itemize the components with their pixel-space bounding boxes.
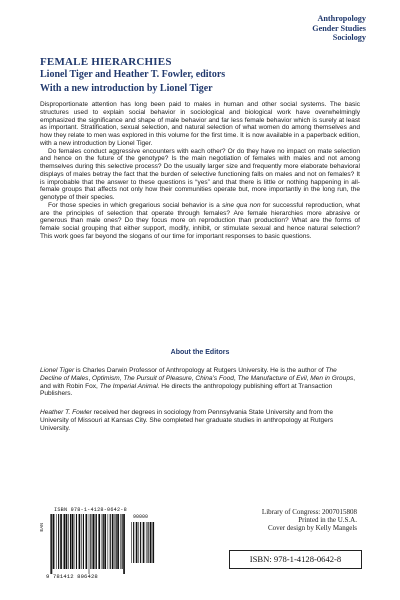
barcode <box>40 507 160 583</box>
text-run: , <box>88 374 93 382</box>
barcode-bar <box>123 514 125 574</box>
barcode-bar <box>96 514 97 569</box>
ean-barcode-bars <box>49 514 129 574</box>
barcode-bar <box>138 522 139 563</box>
description-paragraph: Do females conduct aggressive encounters with each other? Or do they have no impact on mate selection and hence on the future of the genotype? Is the main negotiation of females with males and not among themselves during this selective process? Do the usually larger size and frequently more elaborate behavioral displays of males betray the fact that the burden of selective functioning falls on males and not on females? It is improbable that the answer to these questions is “yes” and that there is little or nothing happening in all-female groups that affects not only how their communities operate but, more importantly in the long run, the genotype of their species. <box>40 147 360 201</box>
editor-name: Lionel Tiger <box>40 367 75 374</box>
text-run: , <box>306 374 311 382</box>
barcode-bar <box>86 514 88 569</box>
barcode-bar <box>120 514 121 569</box>
book-title-ref: Optimism <box>92 374 120 382</box>
barcode-bar <box>81 514 82 569</box>
barcode-bar <box>60 514 62 569</box>
introduction-credit: With a new introduction by Lionel Tiger <box>40 83 213 94</box>
subject-category: Anthropology <box>317 14 366 23</box>
barcode-bar <box>89 514 90 574</box>
text-run: , <box>191 374 196 382</box>
barcode-isbn-label: ISBN 978-1-4128-0642-8 <box>54 507 127 513</box>
barcode-bar <box>117 514 119 569</box>
barcode-bar <box>152 522 153 563</box>
subject-category: Sociology <box>332 33 366 43</box>
barcode-bar <box>58 514 59 569</box>
description-paragraph: Disproportionate attention has long been paid to males in human and other social systems. The basic structures used to explain social behavior in sociological and biological work have overwhelmingly emphasized the significance and shape of male behavior and far less female behavior which is surely at least as important. Stratification, sexual selection, and natural selection of what women do among themselves and how they relate to men was explored in this volume for the first time. It is now available in a paperback edition, with a new introduction by Lionel Tiger. <box>40 101 360 147</box>
description-blurb <box>40 101 360 241</box>
barcode-bar <box>64 514 65 569</box>
editor-bio-tiger <box>40 367 360 398</box>
addon-barcode-bars <box>130 522 158 568</box>
text-run: , <box>233 374 238 382</box>
printed-in: Printed in the U.S.A. <box>298 516 357 525</box>
barcode-bar <box>98 514 100 569</box>
text-run: received her degrees in sociology from Pennsylvania State University and from the University of Missouri at Kansas City. She completed her graduate studies in anthropology at Rutgers University. <box>40 409 334 432</box>
editor-name: Heather T. Fowler <box>40 409 92 416</box>
barcode-bar <box>136 522 138 563</box>
text-run: for successful reproduction, what are the principles of selection that operate through females? Are female hierarchies more abrasive or generous than male ones? Do they focus more on reproduction than production? What are the forms of female social grouping that either support, modify, inhibit, or stimulate sexual and hence natural selection? This work goes far beyond the slogans of our time for important responses to basic questions. <box>40 201 360 240</box>
barcode-bar <box>133 522 134 563</box>
barcode-bar <box>108 514 109 569</box>
barcode-bar <box>76 514 77 569</box>
barcode-bar <box>115 514 116 569</box>
barcode-bar <box>72 514 74 569</box>
barcode-bar <box>70 514 71 569</box>
isbn-box: ISBN: 978-1-4128-0642-8 <box>229 550 362 569</box>
text-run: , and with Robin Fox, <box>40 374 356 390</box>
barcode-bar <box>104 514 106 569</box>
barcode-bar <box>146 522 147 563</box>
text-run: , <box>119 374 124 382</box>
barcode-bar <box>150 522 152 563</box>
editors-line: Lionel Tiger and Heather T. Fowler, editors <box>40 69 226 80</box>
book-title-ref: The Pursuit of Pleasure <box>123 374 192 382</box>
barcode-bar <box>56 514 57 569</box>
about-editors-heading: About the Editors <box>170 349 230 356</box>
barcode-bar <box>68 514 69 569</box>
subject-categories <box>312 14 366 43</box>
barcode-bar <box>122 514 123 569</box>
text-run: is Charles Darwin Professor of Anthropology at Rutgers University. He is the author of <box>74 367 326 374</box>
barcode-bar <box>148 522 149 563</box>
barcode-bar <box>95 514 96 569</box>
barcode-bar <box>103 514 104 569</box>
book-title-ref: The Imperial Animal <box>99 382 158 390</box>
book-title-ref: The Manufacture of Evil <box>237 374 307 382</box>
barcode-bar <box>79 514 81 569</box>
barcode-bar <box>131 522 132 563</box>
barcode-bar <box>53 514 55 569</box>
barcode-addon-digits: 90000 <box>133 514 149 520</box>
barcode-bar <box>66 514 68 569</box>
barcode-bar <box>50 514 51 574</box>
barcode-bar <box>92 514 94 569</box>
book-title-ref: Men in Groups <box>310 374 354 382</box>
book-title-ref: China’s Food <box>195 374 234 382</box>
barcode-bar <box>116 514 117 569</box>
barcode-bar <box>110 514 111 569</box>
text-run: . He directs the anthropology publishing effort at Transaction Publishers. <box>40 382 333 398</box>
description-paragraph <box>40 202 360 241</box>
barcode-bar <box>63 514 64 569</box>
latin-phrase: sine qua non <box>222 201 261 209</box>
subject-category: Gender Studies <box>312 23 366 33</box>
barcode-digits: 9 781412 806428 <box>46 573 98 580</box>
barcode-bar <box>83 514 84 569</box>
barcode-bar <box>140 522 141 563</box>
barcode-bar <box>153 522 154 563</box>
ean-label: EAN <box>40 523 45 532</box>
barcode-bar <box>51 514 52 574</box>
book-title-ref: The Decline of Males <box>40 367 337 382</box>
barcode-bar <box>74 514 75 569</box>
cover-design-credit: Cover design by Kelly Mangels <box>267 524 357 533</box>
barcode-bar <box>90 514 91 569</box>
book-title: FEMALE HIERARCHIES <box>40 56 172 68</box>
barcode-bar <box>143 522 145 563</box>
barcode-bar <box>102 514 103 569</box>
imprint-info <box>262 508 357 533</box>
text-run: For those species in which gregarious social behavior is a <box>48 201 223 209</box>
barcode-bar <box>112 514 114 569</box>
library-of-congress: Library of Congress: 2007015808 <box>261 508 357 516</box>
editor-bio-fowler <box>40 409 360 432</box>
